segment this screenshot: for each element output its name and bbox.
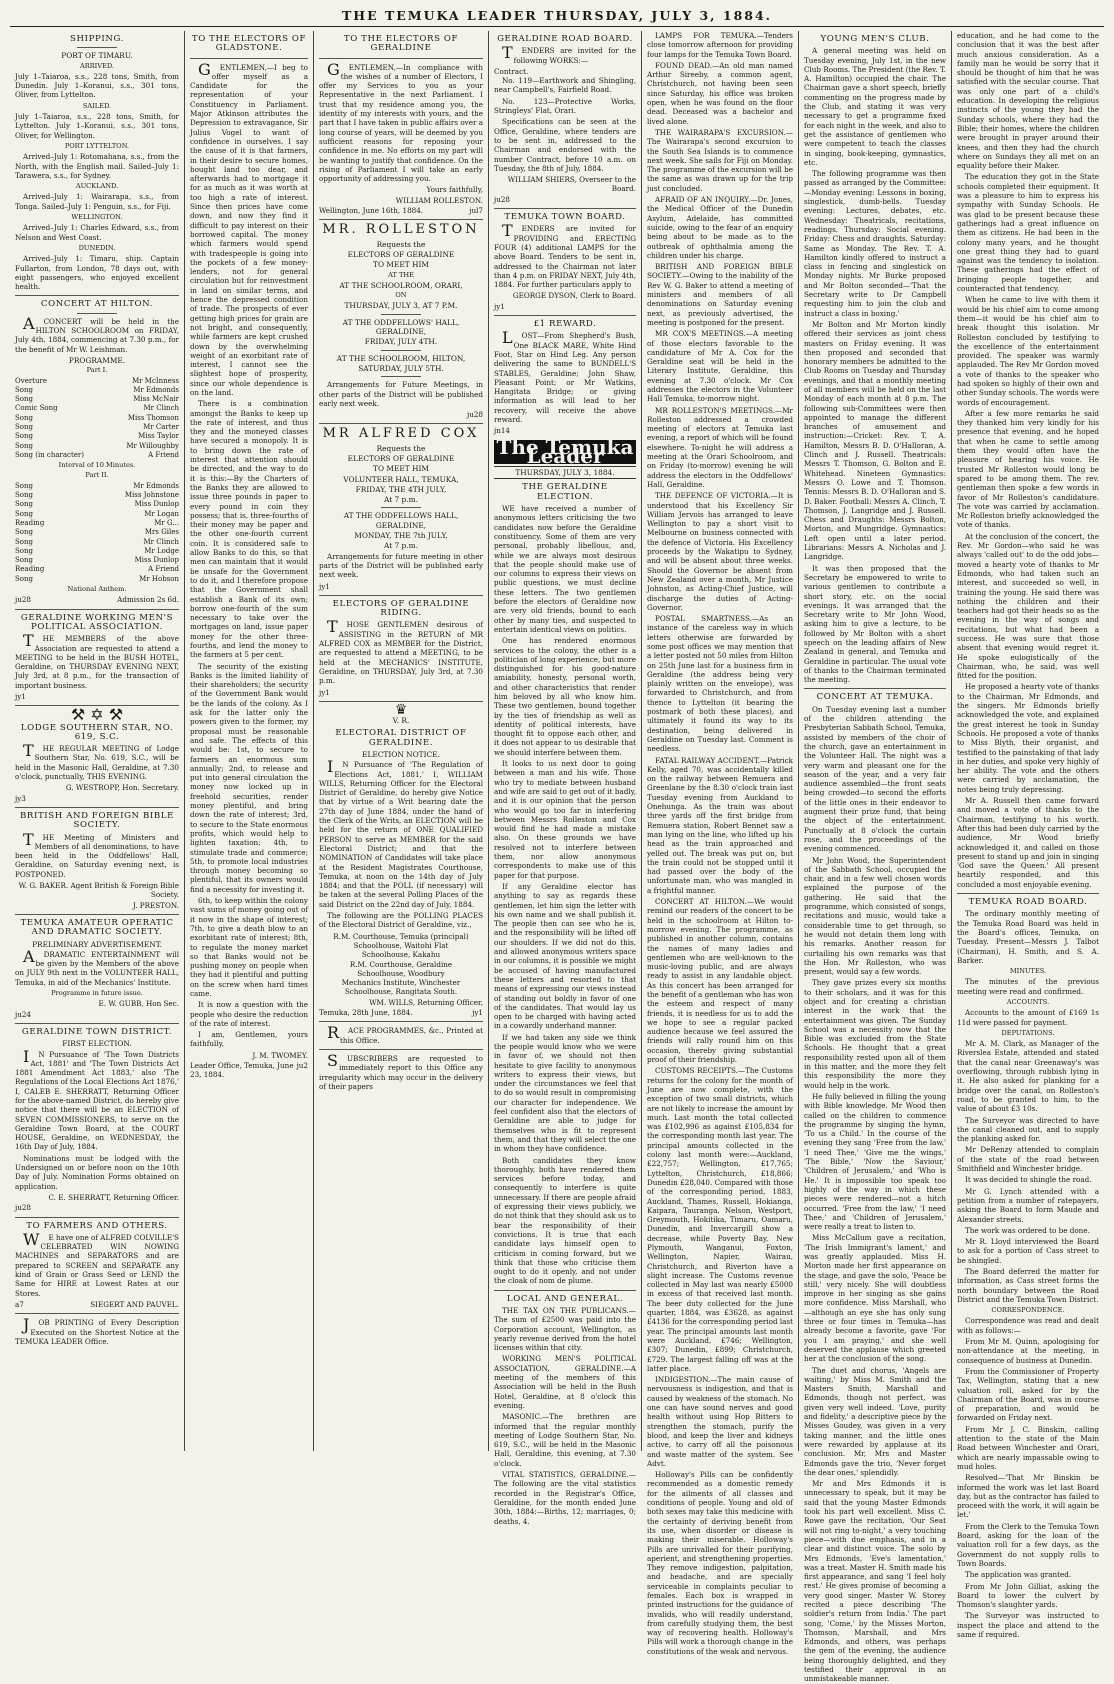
programme-part1 xyxy=(15,377,179,461)
lodge-heading: LODGE SOUTHERN STAR, NO. 619, S.C. xyxy=(20,722,174,742)
election-heading: THE GERALDINE ELECTION. xyxy=(522,482,608,502)
concert-continued: When he came to live with them it would be his chief aim to come among them—it would be his chief aim to break thought this isolation. Mr Rolleston concluded by testifying to the excellence of the entertainment provided. The speaker was warmly applauded. The Rev Mr Gordon moved a vote of thanks to the speaker who had spoken so highly of their own and other Sunday schools. The words were words of encouragement. xyxy=(957,295,1099,407)
town-district-text: IN Pursuance of 'The Town Districts Act, 1881' and 'The Town Districts Act 1881 Amendment Act 1883,' also 'The Regulations of the Local Elections Act 1876,' I, CALEB E. SHERRATT, Returning Officer for the above-named District, do hereby give notice that there will be an ELECTION of SEVEN COMMISSIONERS, to serve on the Geraldine Town Board, at the COURT HOUSE, Geraldine, on WEDNESDAY, the 16th Day of July, 1884. xyxy=(15,1046,179,1152)
column-5 xyxy=(642,31,799,1656)
accounts-heading: ACCOUNTS. xyxy=(1006,997,1050,1006)
news-item: CONCERT AT HILTON.—We would remind our readers of the concert to be held in the schoolroom at Hilton to-morrow evening. The programme, as published in another column, contains the names of many ladies and gentlemen who are well-known to the music-loving public, and are always ready to assist in any laudable object. As this concert has been arranged for the benefit of a gentleman who has won the esteem and respect of many friends, it is needless for us to add the we hope to see a regular packed audience because we feel assured the friends will rally round him on this occasion, thereby giving substantial proof of their friendship. xyxy=(647,897,793,1065)
news-item: BRITISH AND FOREIGN BIBLE SOCIETY.—Owing to the inability of the Rev W. G. Baker to attend a meeting of ministers and members of all denominations on Saturday evening next, as previously advertised, the meeting is postponed for the present. xyxy=(647,262,793,327)
cox-place-1: VOLUNTEER HALL, TEMUKA, xyxy=(343,474,459,484)
first-election-heading: FIRST ELECTION. xyxy=(62,1039,132,1049)
dunedin-text: Arrived–July 1: Timaru, ship. Captain Fullarton, from London, 78 days out, with eight passengers, who enjoyed excellent health. xyxy=(15,254,179,292)
gladstone-paragraph: There is a combination amongst the Banks to keep up the rate of interest, and thus they and the moneyed classes have secured a monopoly. It is to bring down the rate of interest that attention should be directed, and the way to do it is this:—By the Charters of the Banks they are allowed to issue three pounds in paper to every pound in coin they possess; that is, three-fourths of their money may be paper and the other one-fourth current coin. It is considered safe to allow Banks to do this, so that men can maintain that it would be unsafe for the Government to do it, and I therefore propose that the Government shall establish a Bank of its own; borrow one-fourth of the sum necessary to take over the mortgages on land, issue paper money for the other three-fourths, and lend the money to the farmers at 5 per cent. xyxy=(190,399,308,660)
polling-place: Schoolhouse, Kakahu xyxy=(361,950,441,960)
town-district-text-2: Nominations must be lodged with the Undersigned on or before noon on the 10th Day of July. Nomination Forms obtained on application. xyxy=(15,1153,179,1191)
gladstone-ref: ju2 xyxy=(296,1061,308,1071)
bible-signature-2: J. PRESTON. xyxy=(132,900,179,910)
programme-row: Song Miss Dunlop xyxy=(15,556,179,565)
town-board-text: TENDERS are invited for PROVIDING and ERECTING FOUR (4) additional LAMPS for the above Board. Tenders to be sent in, addressed to the Chairman not later than 4 p.m. on FRIDAY NEXT, July 4th, 1884. For further particulars apply to xyxy=(494,221,636,290)
programme-row: Reading A Friend xyxy=(15,565,179,574)
concert-paragraph: Miss McCallum gave a recitation, 'The Irish Immigrant's lament,' and was greatly applauded. Miss H. Morton made her first appearance on the stage, and gave the solo, 'Peace be still,' very nicely. She will doubtless improve in her singing as she gains more confidence. Miss Marshall, who—although an eye she has only sung three or four times in Temuka—has already become a favorite, gave 'For you I am praying,' and she well deserved the applause which greeted her at the conclusion of the song. xyxy=(804,1233,946,1364)
rolleston-sig-ref: jul7 xyxy=(469,206,483,216)
club-paragraph: The following programme was then passed as arranged by the Committee:—Monday evening: Lessons in boxing, singlestick, dumb-bells. Tuesday evening: Lectures, debates, etc. Wednesday: Theatricals, recitations, readings. Thursday: Social evening. Friday: Chess and draughts. Saturday: Same as Monday. The Rev. T. A. Hamilton kindly offered to instruct a class in fencing and singlestick on Monday nights. Mr Burke proposed and Mr Bolton seconded—'That the Secretary write to Dr Campbell requesting him to join the club and instruct a class in boxing.' xyxy=(804,169,946,318)
news-item: THE WAIRARAPA'S EXCURSION.—The Wairarapa's second excursion to the South Sea Islands is to commence next week. She sails for Fiji on Monday. The programme of the excursion will be the same as was drawn up for the trip just concluded. xyxy=(647,127,793,193)
auckland-text: Arrived–July 1: Wairarapa, s.s., from Tonga. Sailed–July 1: Penguin, s.s., for Fiji. xyxy=(15,192,179,211)
masthead: THE TEMUKA LEADER THURSDAY, JULY 3, 1884. xyxy=(10,8,1104,27)
auckland-heading: AUCKLAND. xyxy=(75,182,119,191)
correspondence-item: The Surveyor was instructed to inspect the place and attend to the same if required. xyxy=(957,1611,1099,1639)
meeting-2-place: AT THE ODDFELLOWS' HALL, GERALDINE, xyxy=(342,317,460,337)
column-2 xyxy=(185,31,314,1451)
gladstone-footer: Leader Office, Temuka, June 23, 1884. xyxy=(190,1061,294,1080)
admission-ref: ju28 xyxy=(15,595,32,605)
riding-ref: jy1 xyxy=(319,687,330,697)
vr-text: V. R. xyxy=(392,716,410,726)
deputation-item: It was decided to shingle the road. xyxy=(965,1175,1092,1185)
rolleston-address: GENTLEMEN,—In compliance with the wishes of a number of Electors, I offer my Services to you as your Representative in the next Parliament. I trust that my residence among you, the identity of my interests with yours, and the part that I have taken in public affairs over a long course of years, will be deemed by you sufficient reasons for reposing your confidence in me. No efforts on my part will be wanting to justify that confidence. On the rising of Parliament I will take an early opportunity of addressing you. xyxy=(319,59,483,184)
concert-paragraph: Mr John Wood, the Superintendent of the Sabbath School, occupied the chair, and in a few well chosen words explained the purpose of the gathering. He said that the programme, which consisted of songs, recitations and music, would take a considerable time to get through, so he would not detain them long with his remarks. Another reason for curtailing his own remarks was that the Hon. Mr Rolleston, who was present, would say a few words. xyxy=(804,855,946,977)
concert-continued: The education they got in the State schools completed their equipment. It was a pleasure to him to express his sympathy with Sunday Schools. He was glad to be present because these gatherings had a great influence on them as citizens. He had been in the colony many years, and he thought one great thing they had to guard against was the tendency to isolation. These gatherings had the effect of bringing people together, and counteracted that tendency. xyxy=(957,172,1099,294)
paper-date: THURSDAY, JULY 3, 1884. xyxy=(494,466,636,479)
programme-part2 xyxy=(15,482,179,584)
news-item: Holloway's Pills can be confidently recommended as a domestic remedy for the ailments of all classes and conditions of people. Young and old of both sexes may take this medicine with the certainty of deriving benefit from its use, when disorder or disease is making their miserable. Holloway's Pills are unrivalled for their purifying, aperient, and strengthening properties. They remove indigestion, palpitation, and headache, and are specially serviceable in complaints peculiar to females. Each box is wrapped in printed instructions for the guidance of invalids, who will readily understand, from carefully studying them, the best way of recovering health. Holloway's Pills will work a thorough change in the constitutions of the weak and nervous. xyxy=(647,1470,793,1656)
concert-paragraph: On Tuesday evening last a number of the children attending the Presbyterian Sabbath School, Temuka, assisted by members of the choir of the church, gave an entertainment in the Volunteer Hall. The night was a very warm and pleasant one for the season of the year, and a very fair audience assembled—the front seats being crowded—to second the efforts of the little ones in their endeavor to augment their prize fund, that being the object of the entertainment. Punctually at 8 o'clock the curtain rose, and the proceedings of the evening commenced. xyxy=(804,704,946,854)
race-programmes-text: RACE PROGRAMMES, &c., Printed at this Office. xyxy=(327,1023,483,1045)
amateur-subtext: Programme in future issue. xyxy=(51,989,143,998)
road-board-item: No. 123—Protective Works, Stringleys' Flat, Orari. xyxy=(494,96,636,116)
deputation-item: The Board deferred the matter for information, as Cass street forms the north boundary between the Road District and the Temuka Town District. xyxy=(957,1267,1099,1304)
programme-row: Song Mr Clinch xyxy=(15,537,179,546)
rolleston-electors: ELECTORS OF GERALDINE xyxy=(347,249,455,259)
bible-heading: BRITISH AND FOREIGN BIBLE SOCIETY. xyxy=(19,810,175,831)
rolleston-requests: Requests the xyxy=(376,239,426,249)
paper-nameplate: The Temuka Leader xyxy=(494,440,636,465)
programme-row: Song Mrs Giles xyxy=(15,528,179,537)
gladstone-paragraph: 6th, to keep within the colony vast sums of money going out of it now in the shape of interest; 7th, to give a death blow to an exorbitant rate of interest; 8th, to regulate the money market so that Banks would not be pushing money on people when they had it plentiful and putting on the screw when hard times came. xyxy=(190,896,308,998)
club-paragraph: A general meeting was held on Tuesday evening, July 1st, in the new Club Rooms. The President (the Rev. T. A. Hamilton) occupied the chair. The Chairman gave a short speech, briefly commenting on the progress made by the Club, and stating it was very necessary to get a programme fixed for each night in the week, and also to get the assistance of gentlemen who were competent to teach the classes in singing, book-keeping, gymnastics, etc. xyxy=(804,46,946,167)
anthem-text: National Anthem. xyxy=(67,585,127,594)
rolleston-to-meet: TO MEET HIM xyxy=(373,260,429,270)
interval-text: Interval of 10 Minutes. xyxy=(58,461,136,470)
column-7 xyxy=(952,31,1104,1639)
admission-text: Admission 2s 6d. xyxy=(117,595,179,605)
deputations-heading: DEPUTATIONS. xyxy=(1001,1028,1055,1037)
correspondence-heading: CORRESPONDENCE. xyxy=(991,1306,1065,1315)
meeting-1-date: THURSDAY, JULY 3, AT 7 P.M. xyxy=(344,301,458,311)
rolleston-name: MR. ROLLESTON xyxy=(322,222,480,238)
road-board-signature: WILLIAM SHIERS, Overseer to the Board. xyxy=(507,175,636,194)
lodge-ref: jy3 xyxy=(15,793,26,803)
amateur-signature: E. W. GUBB, Hon Sec. xyxy=(98,999,179,1009)
wellington-heading: WELLINGTON. xyxy=(71,213,123,222)
cox-name: MR ALFRED COX xyxy=(322,426,480,442)
concert-continued: He proposed a hearty vote of thanks to the Chairman, Mr Edmonds, and the singers. Mr Edmonds briefly acknowledged the vote, and explained the great interest he took in Sunday Schools. He proposed a vote of thanks to Miss Blyth, their organist, and testified to the painstaking of that lady in her duties, and spoke very highly of her ability. The vote and the others were carried by acclamation, the notes being truly depressing. xyxy=(957,682,1099,794)
part1-heading: Part I. xyxy=(86,366,108,375)
minutes-heading: MINUTES. xyxy=(1009,967,1047,976)
correspondence-item: From Mr John Gilliat, asking the Board to lower the culvert by Thomson's slaughter yards. xyxy=(957,1581,1099,1610)
lyttelton-text: Arrived–July 1: Rotomahana, s.s., from the North, with the English mail. Sailed–July 1: Tarawera, s.s., for Sydney. xyxy=(15,152,179,180)
minutes-text: The minutes of the previous meeting were read and confirmed. xyxy=(957,977,1099,996)
rolleston-sig-2: WILLIAM ROLLESTON. xyxy=(395,195,483,205)
cox-electors: ELECTORS OF GERALDINE xyxy=(347,453,455,463)
town-board-ref: jy1 xyxy=(494,301,505,311)
concert-paragraph: They gave prizes every six months to their scholars, and it was for this object and for creating a christian interest in the work that the entertainment was given. The Sunday School was a necessity now that the Bible was excluded from the State Schools. He thought that a great responsibility rested upon all of them in this matter, and the more they felt this responsibility the more they would help in the work. xyxy=(804,978,946,1090)
reward-ref: jn14 xyxy=(494,426,511,436)
on-label: ON xyxy=(395,291,407,300)
meeting-2-date: FRIDAY, JULY 4TH. xyxy=(364,337,438,347)
notice-date: Temuka, 28th June, 1884. xyxy=(319,1008,413,1018)
at-the-label: AT THE xyxy=(388,270,414,279)
deputation-item: Mr DeRenzy attended to complain of the state of the road between Smithfield and Winchester bridge. xyxy=(957,1145,1099,1174)
news-item: FATAL RAILWAY ACCIDENT.—Patrick Kelly, aged 70, was accidentally killed on the railway between Remuera and Greenlane by the 8.30 o'clock train last Tuesday evening from Auckland to Onehunga. As the train was about three yards off the first bridge from Remuera station, Robert Bennet saw a man lying on the line, who lifted up his head as the train approached and yelled out. The break was put on, but the train could not be stopped until it had passed over the body of the unfortunate man, who was mangled in a frightful manner. xyxy=(647,755,793,895)
farmers-heading: TO FARMERS AND OTHERS. xyxy=(26,1220,168,1231)
programme-row: Song Miss McNair xyxy=(15,395,179,404)
programme-row: Song Mr Lodge xyxy=(15,546,179,555)
arrangements-ref: ju28 xyxy=(466,410,483,420)
concert-paragraph: He fully believed in filling the young with Bible knowledge. Mr Wood then called on the children to commence the programme by singing the hymn, 'To us a Child.' In the course of the evening they sang 'Free from the law,' 'I need Thee,' 'Give me the wings,' 'The Bible,' 'Now the Saviour,' 'Children of Jerusalem,' and 'Who is He.' It is impossible too speak too highly of the way in which these pieces were rendered—not a hitch occurred. 'Free from the law,' 'I need Thee,' and 'Children of Jerusalem,' were really a treat to listen to. xyxy=(804,1091,946,1232)
concert-continued: Mr A. Russell then came forward and moved a vote of thanks to the Chairman, testifying to his worth. After this had been duly carried by the audience, Mr Wood briefly acknowledged it, and called on those present to stand up and join in singing 'God save the Queen.' All present heartily responded, and this concluded a most enjoyable evening. xyxy=(957,796,1099,889)
town-district-ref: ju28 xyxy=(15,1203,32,1213)
programme-row: Song Miss Johnstone xyxy=(15,491,179,500)
polling-intro: The following are the POLLING PLACES of the Electoral District of Geraldine, viz., xyxy=(319,911,483,930)
concert-heading: CONCERT AT HILTON. xyxy=(40,299,154,310)
news-item: AFRAID OF AN INQUIRY.—Dr. Jones, the Medical Officer of the Dunedin Asylum, Adelaide, has committed suicide, owing to the fear of an enquiry being about to be made as to the outbreak of ophthalmia among the children under his charge. xyxy=(647,195,793,260)
temuka-road-text: The ordinary monthly meeting of the Temuka Road Board was held in the Board's offices, Temuka, on Tuesday. Present—Messrs J. Talbot (Chairman), H. Smith, and S. A. Barker. xyxy=(957,909,1099,965)
programme-row: Song Mr Willoughby xyxy=(15,441,179,450)
lodge-signature: G. WESTROPP, Hon. Secretary. xyxy=(65,783,179,793)
riding-text: THOSE GENTLEMEN desirous of ASSISTING in the RETURN of MR ALFRED COX as MEMBER for the District, are requested to attend a MEETING, to be held at the MECHANICS' INSTITUTE, Geraldine, on THURSDAY, July 3rd, at 7.30 p.m. xyxy=(319,617,483,686)
column-3 xyxy=(314,31,489,1451)
cox-arrangements: Arrangements for future meeting in other parts of the District will be published early next week. xyxy=(319,551,483,580)
polling-place: Schoolhouse, Woodbury xyxy=(357,968,445,978)
job-printing-text: JOB PRINTING of Every Description Executed on the Shortest Notice at the TEMUKA LEADER Office. xyxy=(15,1315,179,1346)
amateur-heading: TEMUKA AMATEUR OPERATIC AND DRAMATIC SOCIETY. xyxy=(20,917,174,938)
programme-row: Song Mr Edmonds xyxy=(15,481,179,490)
gladstone-paragraph: I am, Gentlemen, yours faithfully, xyxy=(190,1030,308,1049)
polling-place: Schoolhouse, Rangitata South. xyxy=(344,987,458,997)
election-paragraph: WE have received a number of anonymous letters criticising the two candidates now before the Geraldine constituency. Some of them are very personal, probably libellous, and, while we are always most desirous that the people should make use of our columns to express their views on public questions, we must decline these letters. The two gentlemen before the electors of Geraldine now are very old friends, bound to each other by many ties, and suspected to entertain identical views on politics. xyxy=(494,504,636,634)
gladstone-paragraph: GENTLEMEN,—I beg to offer myself as a Candidate for the representation of your Constituency in Parliament. Major Atkinson attributes the Depression to extravagance, Sir Julius Vogel to want of confidence in ourselves. I say the cause of it is that farmers, in their desire to secure homes, bought land too dear, and afterwards had to mortgage it for as much as it was worth at too high a rate of interest. Since then prices have come down, and now they find it difficult to pay interest on their borrowed capital. The money which farmers would spend with tradespeople is going into the pockets of a few money-lenders, not for general circulation but for reinvestment in land on similar terms, and hence the depressed condition of trade. The prospects of ever getting high prices for grain are not bright, and consequently, while farmers are kept crushed down by the overwhelming weight of an exorbitant rate of interest, I cannot see the slightest hope of prosperity, since our whole dependence is on the land. xyxy=(190,59,308,397)
cox-ref: jy1 xyxy=(319,581,330,591)
polling-place: R.M. Courthouse, Temuka (principal) xyxy=(333,931,469,941)
meeting-3-date: SATURDAY, JULY 5TH. xyxy=(358,363,444,373)
amateur-ref: ju24 xyxy=(15,1009,32,1019)
gladstone-paragraph: It is now a question with the people who desire the reduction of the rate of interest. xyxy=(190,1000,308,1028)
column-1 xyxy=(10,31,185,1451)
sailed-text: July 1–Taiaroa, s.s., 228 tons, Smith, for Lyttelton. July 1–Koranui, s.s., 301 tons, Oliver, for Wellington. xyxy=(15,112,179,140)
programme-row: Song Mr Logan xyxy=(15,509,179,518)
cox-place-2: AT THE ODDFELLOWS HALL, GERALDINE, xyxy=(343,511,459,530)
local-item: MASONIC.—The brethren are informed that the regular monthly meeting of Lodge Southern Star, No. 619, S.C., will be held in the Masonic Hall, Geraldine, this evening, at 7.30 o'clock. xyxy=(494,1412,636,1468)
cox-to-meet: TO MEET HIM xyxy=(373,464,429,474)
programme-row: Comic Song Mr Clinch xyxy=(15,404,179,413)
concert-temuka-heading: CONCERT AT TEMUKA. xyxy=(816,692,934,703)
concert-paragraph: Mr and Mrs Edmonds it is unnecessary to speak, but it may be said that the young Master Edmonds took his part well excellent. Miss C. Rowe gave the recitation, 'Our Seat will not ring to-night,' a very touching piece—with due emphasis, and in a clear and distinct voice. The solo by Mrs Edmonds, 'Eve's lamentation,' was a treat. Master H. Smith made his first appearance, and sang 'I feel holy rest.' He gives promise of becoming a very good singer. Master W. Storey recited a piece describing 'The soldier's return from India.' The part song, 'Come,' by the Misses Morton, Thomson, Marshall, and Mrs Edmonds, and others, was perhaps the gem of the evening, the audience being thoroughly delighted, and they testified their approval in an unmistakeable manner. xyxy=(804,1479,946,1684)
notice-text: IN Pursuance of 'The Regulation of Elections Act, 1881,' I, WILLIAM WILLS, Returning Officer for the Electoral District of Geraldine, do hereby give Notice that by virtue of a Writ bearing date the 27th day of June 1884, under the hand of the Clerk of the Writs, an ELECTION will be held for the return of ONE QUALIFIED PERSON to serve as MEMBER for the said Electoral District; and that the NOMINATION of Candidates will take place at the Resident Magistrates Courthouse, Temuka, at noon on the 14th day of July 1884; and that the POLL (if necessary) will be taken at the several Polling Places of the said District on the 22nd day of July, 1884. xyxy=(319,757,483,909)
road-board-ref: ju28 xyxy=(494,194,511,204)
notice-heading: ELECTION NOTICE. xyxy=(362,750,440,759)
working-men-ref: jy1 xyxy=(15,692,26,701)
column-6 xyxy=(799,31,952,1684)
correspondence-item: Correspondence was read and dealt with as follows:— xyxy=(957,1316,1099,1335)
wellington-text: Arrived–July 1: Charles Edward, s.s., from Nelson and West Coast. xyxy=(15,223,179,242)
correspondence-item: From the Commissioner of Property Tax, Wellington, stating that a new valuation roll, asked for by the Chairman of the Board, was in course of preparation, and would be forwarded on Friday next. xyxy=(957,1366,1099,1423)
working-men-heading: GERALDINE WORKING MEN'S POLITICAL ASSOCIATION. xyxy=(20,612,174,632)
geraldine-electors-heading: TO THE ELECTORS OF GERALDINE xyxy=(343,34,459,54)
town-district-heading: GERALDINE TOWN DISTRICT. xyxy=(21,1026,173,1037)
port-heading: PORT OF TIMARU. xyxy=(61,51,133,61)
column-4 xyxy=(489,31,642,1526)
club-paragraph: Mr Bolton and Mr Morton kindly offered their services as joint chess masters on Friday evening. It was then proposed and seconded that honorary members be admitted to the Club Rooms on Tuesday and Thursday evenings, and that a monthly meeting of all members will be held on the last Monday of each month at 8 p.m. The following sub-Committees were then appointed to manage the different branches of amusement and instruction:—Cricket: Rev. T. A. Hamilton, Messrs B. D. O'Halloran, A. Clinch and J. Russell. Theatricals: Messrs T. Thomson, G. Bolton and E. Whitehead. Nineteen Gymnastics: Messrs O. Lowe and T. Thomson. Tennis: Messrs B. D. O'Halloran and S. D. Baker. Football: Messrs A. Clinch, T. Thomson, J. Langridge and J. Russell. Chess and Draughts: Messrs Bolton, Morton, and Mungridge. Gymnastics: Left open until a later period. Librarians: Messrs A. Nicholas and J. Langridge. xyxy=(804,319,946,562)
lodge-text: THE REGULAR MEETING of Lodge Southern Star, No. 619, S.C., will be held in the Masonic Hall, Geraldine, at 7.30 o'clock, punctually, THIS EVENING. xyxy=(15,741,179,782)
road-board-text: TENDERS are invited for the following WORKS:— xyxy=(502,43,636,65)
farmers-ref: a7 xyxy=(15,1299,24,1309)
town-board-heading: TEMUKA TOWN BOARD. xyxy=(504,212,626,223)
arrived-heading: ARRIVED. xyxy=(79,61,115,70)
programme-row: Reading Mr G... xyxy=(15,518,179,527)
programme-row: Overture Mr McInness xyxy=(15,376,179,385)
programme-row: Song Miss Dunlop xyxy=(15,500,179,509)
news-item: LAMPS FOR TEMUKA.—Tenders close tomorrow afternoon for providing four lamps for the Temuka Town Board. xyxy=(647,31,793,59)
election-paragraph: If any Geraldine elector has anything to say as regards these gentlemen, let him sign the letter with his own name and we shall publish it. The people then can see who he is, and the responsibility will be lifted off our shoulders. If we did not do this, and allowed anonymous writers space in our columns, it is possible we might be accused of having manufactured these letters and resorted to that means of expressing our views instead of standing out boldly in favor of one of the candidates. That would lay us open to be charged with having acted in a cowardly underhand manner. xyxy=(494,881,636,1031)
lyttelton-heading: PORT LYTTELTON. xyxy=(64,141,130,150)
part2-heading: Part II. xyxy=(85,471,109,480)
programme-row: Song (in character) A Friend xyxy=(15,450,179,459)
polling-place: R.M. Courthouse, Geraldine xyxy=(349,959,453,969)
deputation-item: Mr A. M. Clark, as Manager of the Riverslea Estate, attended and stated that the canal near Greenaway's was overflowing, through rubbish lying in it. He also asked for planking for a bridge over the canal, on Rolleston's road, to be granted to him, to the value of about £3 10s. xyxy=(957,1039,1099,1114)
election-paragraph: One has rendered enormous services to the colony, the other is a politician of long experience, but more distinguished for his good-nature amiability, honesty, personal worth, and other characteristics that render him beloved by all who know him. These two gentlemen, bound together by the ties of friendship as well as identity of political interests, have thought fit to oppose each other, and it does not appear to us desirable that we should interfere between them. xyxy=(494,636,636,757)
road-board-item: No. 119—Earthwork and Shingling, near Campbell's, Fairfield Road. xyxy=(494,76,636,95)
farmers-signature: SIEGERT AND PAUVEL. xyxy=(90,1299,179,1309)
news-item: INDIGESTION.—The main cause of nervousness is indigestion, and that is caused by weakness of the stomach. No one can have sound nerves and good health without using Hop Bitters to strengthen the stomach, purify the blood, and keep the liver and kidneys active, to carry off all the poisonous and waste matter of the system. See Advt. xyxy=(647,1375,793,1468)
programme-row: Song Miss Taylor xyxy=(15,432,179,441)
reward-heading: £1 REWARD. xyxy=(533,319,597,330)
rolleston-sig-1: Yours faithfully, xyxy=(426,185,483,195)
shipping-heading: SHIPPING. xyxy=(70,34,124,44)
correspondence-item: Resolved—'That Mr Binskin be informed the work was let last Board day, but as the contractor has failed to proceed with the work, it will again be let.' xyxy=(957,1473,1099,1520)
road-board-contract: Contract. xyxy=(494,66,529,76)
subscribers-text: SUBSCRIBERS are requested to immediately report to this Office any irregularity which may occur in the delivery of their papers xyxy=(319,1050,483,1091)
dunedin-heading: DUNEDIN. xyxy=(78,243,116,252)
accounts-text: Accounts to the amount of £169 1s 11d were passed for payment. xyxy=(957,1008,1099,1027)
deputation-item: The work was ordered to be done. xyxy=(965,1225,1090,1235)
electoral-heading: ELECTORAL DISTRICT OF GERALDINE. xyxy=(335,728,467,748)
road-board-text-2: Specifications can be seen at the Office, Geraldine, where tenders are to be sent in, addressed to the Chairman and endorsed with the number Contract, before 10 a.m. on Tuesday, the 8th of July, 1884. xyxy=(494,117,636,173)
local-general-heading: LOCAL AND GENERAL. xyxy=(506,1293,624,1304)
reward-text: LOST—From Shepherd's Bush, One BLACK MARE, White Hind Foot, Star on Hind Leg. Any person delivering the same to BUNDELL'S STABLES, Geraldine; John Shaw, Pleasant Point; or Mr Watkins, Hangitata Bridge; or giving information as will lead to her recovery, will receive the above reward. xyxy=(494,328,636,424)
gladstone-paragraph: The security of the existing Banks is the limited liability of their shareholders; the security of the Government Bank would be the lands of the colony. As I ask for the latter only the powers given to the former, my proposal must be reasonable and safe. The effects of this would be: 1st, to secure to farmers an enormous sum annually; 2nd, to release and put into general circulation the money now locked up in freehold securities, render money plentiful, and bring down the rate of interest; 3rd, to secure to the State enormous profits, which would help to lighten taxation; 4th, to stimulate trade and commerce; 5th, to promote local industries through money becoming so plentiful, that its owners would find a necessity for investing it. xyxy=(190,661,308,894)
cox-date-2: MONDAY, THE 7th JULY, xyxy=(354,531,448,541)
programme-row: Song Miss Thomson xyxy=(15,413,179,422)
bible-text: THE Meeting of Ministers and Members of all denominations, to have been held in the Oddfellows' Hall, Geraldine, on Saturday evening next, is POSTPONED. xyxy=(15,829,179,879)
cox-requests: Requests the xyxy=(376,443,426,453)
news-item: POSTAL SMARTNESS.—As an instance of the careless way in which letters otherwise are forwarded by some post offices we may mention that a letter posted not 50 miles from Hilton on 25th June last for a business firm in Geraldine (the address being very plainly written on the envelope), was forwarded to Christchurch, and from thence to Lyttelton (it bearing the postmark of both these places), and ultimately it found its way to its destination, being delivered in Geraldine on Tuesday last. Comment is needless. xyxy=(647,614,793,754)
concert-text: ACONCERT will be held in the HILTON SCHOOLROOM on FRIDAY, July 4th, 1884, commencing at 7.30 p.m., for the benefit of Mr W. Leishman. xyxy=(15,313,179,354)
polling-place: Mechanics Institute, Winchester xyxy=(341,978,461,988)
local-item: WORKING MEN'S POLITICAL ASSOCIATION, GERALDINE.—A meeting of the members of this Association will be held in the Bush Hotel, Geraldine, at 8 o'clock this evening. xyxy=(494,1354,636,1410)
meeting-1-place: AT THE SCHOOLROOM, ORARI, xyxy=(339,280,463,290)
correspondence-item: From the Clerk to the Temuka Town Board, asking for the loan of the valuation roll for a few days, as the Government do not supply rolls to Town Boards. xyxy=(957,1521,1099,1568)
correspondence-item: From Mr J. C. Binskin, calling attention to the state of the Main Road between Winchester and Orari, which are nearly impassable owing to mud holes. xyxy=(957,1424,1099,1471)
notice-signature: WM. WILLS, Returning Officer, xyxy=(369,997,483,1007)
news-item: THE DEFENCE OF VICTORIA.—It is understood that his Excellency Sir William Jervois has arranged to leave Wellington to pay a short visit to Melbourne on business connected with the defence of Victoria. His Excellency proceeds by the Wakatipu to Sydney, and will be absent about three weeks. Should the Governor be absent from New Zealand over a month, Mr Justice Johnston, as Acting-Chief Justice, will discharge the duties of Acting-Governor. xyxy=(647,491,793,612)
news-item: MR COX'S MEETINGS.—A meeting of those electors favorable to the candidature of Mr A. Cox for the Geraldine seat will be held in the Literary Institute, Geraldine, this evening at 7.30 o'clock. Mr Cox addresses the electors in the Volunteer Hall Temuka, to-morrow night. xyxy=(647,329,793,404)
royal-crest-icon: ♛ xyxy=(394,701,408,718)
news-item: CUSTOMS RECEIPTS.—The Customs returns for the colony for the month of June are now complete, with the exception of two small districts, which are not likely to increase the amount by much. Last month the total collected was £102,996 as against £105,834 for the corresponding month last year. The principal amounts collected in the colony last month were:—Auckland, £22,757; Wellington, £17,765; Lyttelton, Christchurch, £18,866; Dunedin £28,040. Compared with those of the corresponding period, 1883, Auckland, Thames, Russell, Hokianga, Kaipara, Tauranga, Nelson, Westport, Greymouth, Hokitika, Timaru, Oamaru, Dunedin, and Invercargill show a decrease, while Poverty Bay, New Plymouth, Wanganui, Foxton, Wellington, Napier, Wairau, Christchurch, and Riverton have a slight increase. The Customs revenue collected in May last was nearly £5000 in excess of that received last month. The beer duty collected for the June quarter, 1884, was £3628, as against £4136 for the corresponding period last year. The principal amounts last month were Auckland, £746; Wellington, £307; Dunedin, £899; Christchurch, £729. The largest falling off was at the latter place. xyxy=(647,1066,794,1373)
club-heading: YOUNG MEN'S CLUB. xyxy=(820,34,930,44)
programme-row: Song Mr Hobson xyxy=(15,574,179,583)
masonic-emblem-icon: ⚒ ✡ ⚒ xyxy=(70,705,124,725)
election-paragraph: It looks to us next door to going between a man and his wife. Those who try to mediate between husband and wife are said to get out of it badly, and it is our opinion that the person who would go too far in interfering between Messrs Rolleston and Cox would find he had made a mistake also. On these grounds we have resolved not to interfere between them, nor allow anonymous correspondents to make use of this paper for that purpose. xyxy=(494,759,636,880)
election-paragraph: Both candidates they know thoroughly, both have rendered them services before today, and consequently to interfere is quite unnecessary. If there are people afraid of expressing their views publicly, we do not think that they should ask us to bear the responsibility of their convictions. It is true that each candidate lays himself open to criticism in coming forward, but we think that those who criticise them ought to do it openly, and not under the cloak of nom de plume. xyxy=(494,1155,636,1286)
town-board-signature: GEORGE DYSON, Clerk to Board. xyxy=(512,291,636,301)
club-paragraph: It was then proposed that the Secretary be empowered to write to various gentlemen to contribute a short story, etc. on the social evenings. It was arranged that the Secretary write to Mr John Wood, asking him to give a lecture, to be followed by Mr Bolton with a short speech on the leading affairs of New Zealand in general, and Temuka and Geraldine in particular. The usual vote of thanks to the Chairman terminated the meeting. xyxy=(804,563,946,685)
town-district-signature: C. E. SHERRATT, Returning Officer. xyxy=(48,1192,179,1202)
columns xyxy=(10,31,1104,1684)
polling-place: Schoolhouse, Waitohi Flat xyxy=(353,940,449,950)
local-item: THE TAX ON THE PUBLICANS.—The sum of £2500 was paid into the Corporation account, Wellington, as yearly revenue derived from the hotel licenses within that city. xyxy=(494,1306,636,1353)
news-item: FOUND DEAD.—An old man named Arthur Sireeby, a common agent, Christchurch, not having been seen since Saturday, his office was broken open, when he was found on the floor dead. Deceased was a bachelor and lived alone. xyxy=(647,60,793,126)
news-item: MR ROLLESTON'S MEETINGS.—Mr Rolleston addressed a crowded meeting of electors at Temuka last evening, a report of which will be found elsewhere. To-night he will address a meeting at the Orari Schoolroom, and on Friday (to-morrow) evening he will address the electors in the Oddfellows' Hall, Geraldine. xyxy=(647,405,793,489)
gladstone-heading: TO THE ELECTORS OF GLADSTONE. xyxy=(191,34,307,54)
arrangements-text: Arrangements for Future Meetings, in other parts of the District will be published early next week. xyxy=(319,380,483,408)
cox-time-1: At 7 p.m. xyxy=(383,495,418,505)
riding-heading: ELECTORS OF GERALDINE RIDING. xyxy=(332,598,470,619)
correspondence-item: The application was granted. xyxy=(965,1570,1072,1580)
working-men-text: THE MEMBERS of the above Association are requested to attend a MEETING to be held in the BUSH HOTEL, Geraldine, on THURSDAY EVENING NEXT, July 3rd, at 8 p.m., for the transaction of important business. xyxy=(15,631,179,690)
bible-signature: W. G. BAKER. Agent British & Foreign Bible Society. xyxy=(18,881,179,900)
sailed-heading: SAILED. xyxy=(82,101,112,110)
arrived-text: July 1–Taiaroa, s.s., 228 tons, Smith, from Dunedin. July 1–Koranui, s.s., 301 tons, Oliver, from Lyttelton. xyxy=(15,71,179,100)
election-paragraph: If we had taken any side we think the people would know who we were in favor of, we should not then hesitate to give facility to anonymous writers to express their views, but under the circumstances we feel that to do so would result in compromising our character for independence. We feel confident also that the electors of Geraldine are able to judge for themselves who is fit to represent them, and that they will select the one in whom they have confidence. xyxy=(494,1032,636,1154)
gladstone-signature: J. M. TWOMEY. xyxy=(252,1050,308,1060)
concert-continued: At the conclusion of the concert, the Rev. Mr Gordon—who said he was always 'called out' to do the odd jobs—moved a hearty vote of thanks to Mr Edmonds, who had taken such an interest, and succeeded so well, in training the young. He said there was nothing the children and their teachers had got their heads so as the evening in the way of songs and recitations, but what had been a success. He was sure that those absent that evening would regret it. He spoke eulogistically of the Chairman, who, he said, was well fitted for the position. xyxy=(957,531,1099,681)
programme-row: Song Mr Carter xyxy=(15,422,179,431)
correspondence-item: From Mr M. Quinn, apologising for non-attendance at the meeting, in consequence of business at Dunedin. xyxy=(957,1337,1099,1365)
meeting-3-place: AT THE SCHOOLROOM, HILTON, xyxy=(336,353,466,363)
deputation-item: The Surveyor was directed to have the canal cleaned out, and to supply the planking asked for. xyxy=(957,1115,1099,1144)
programme-row: Song Mr Edmonds xyxy=(15,385,179,394)
farmers-text: WE have one of ALFRED COLVILLE'S CELEBRATED WIN NOWING MACHINES and SEPARATORS and are prepared to SCREEN and SEPARATE any kind of Grain or Grass Seed or LEND the Same for HIRE at Lowest Rates at our Stores. xyxy=(15,1229,179,1298)
prelim-heading: PRELIMINARY ADVERTISEMENT. xyxy=(32,939,162,949)
notice-ref: jy1 xyxy=(472,1008,483,1018)
programme-heading: PROGRAMME. xyxy=(68,355,126,365)
deputation-item: Mr G. Lynch attended with a petition from a number of ratepayers, asking the Board to form Maude and Alexander streets. xyxy=(957,1186,1099,1224)
rolleston-sig-3: Wellington, June 16th, 1884. xyxy=(319,206,424,216)
concert-continued: education, and he had come to the conclusion that it was the best after much anxious consideration. As a family man he would be sorry that it should be thought of him that he was satisfied with the secular course. That was only one part of a child's education. In developing the religious instincts of the young they had the Sunday schools, where they had the Bible; their homes, where the children were brought in prayer around their knees, and then they had the church where on Sundays they all met on an equality before their Maker. xyxy=(957,31,1099,171)
road-board-heading: GERALDINE ROAD BOARD. xyxy=(497,34,633,44)
local-item: VITAL STATISTICS, GERALDINE.—The following are the vital statistics recorded in the Registrar's Office, Geraldine, for the month ended June 30th, 1884:—Births, 12; marriages, 0; deaths, 4. xyxy=(494,1470,636,1526)
concert-paragraph: The duet and chorus, 'Angels are waiting,' by Miss M. Smith and the Masters Smith, Marshall and Edmonds, though not perfect, was given very well indeed. 'Love, purity and fidelity,' a descriptive piece by the Misses Goudey, was given in a very taking manner, and the little ones were rewarded by applause at its conclusion. Mr, Mrs and Master Edmonds gave the trio, 'Never forget the dear ones,' splendidly. xyxy=(804,1365,946,1477)
deputation-item: Mr R. Lloyd interviewed the Board to ask for a portion of Cass street to be shingled. xyxy=(957,1237,1099,1265)
amateur-text: ADRAMATIC ENTERTAINMENT will be given by the Members of the above on JULY 9th next in the VOLUNTEER HALL, Temuka, in aid of the Mechanics' Institute. xyxy=(15,946,179,987)
cox-date-1: FRIDAY, THE 4TH JULY, xyxy=(355,484,447,494)
concert-continued: After a few more remarks he said they thanked him very kindly for his presence that evening, and he hoped that when he came to settle among them they would often have the pleasure of hearing his voice. He trusted Mr Rolleston would long be spared to be among them. The rev. gentleman then spoke a few words in favor of Mr Rolleston's candidature. The vote was carried by acclamation. Mr Rolleston briefly acknowledged the vote of thanks. xyxy=(957,408,1099,530)
cox-time-2: At 7 p.m. xyxy=(383,541,418,551)
temuka-road-heading: TEMUKA ROAD BOARD. xyxy=(968,897,1088,908)
